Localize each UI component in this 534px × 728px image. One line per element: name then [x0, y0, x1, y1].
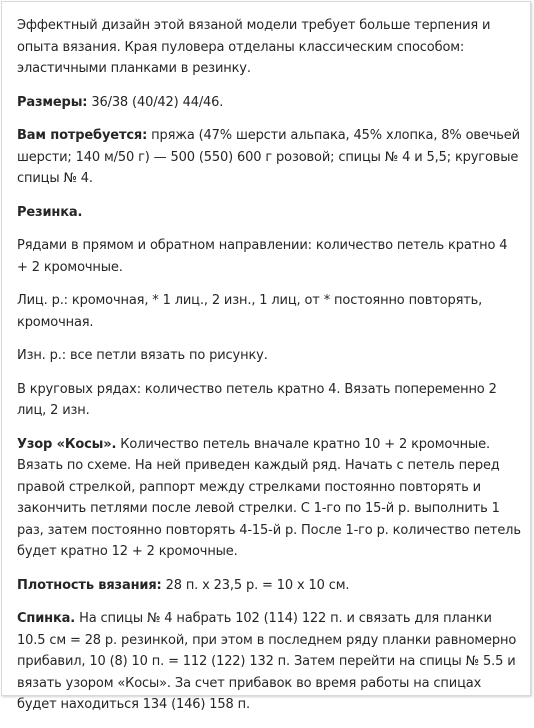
cables-value: Количество петель вначале кратно 10 + 2 кромочные. Вязать по схеме. На ней приведен каждый ряд. Начать с петель перед правой стрелкой, раппорт между стрелками постоянно повторять и закончить петлями после левой стрелки. С 1-го по 15-й р. выполнить 1 раз, затем постоянно повторять 4-15-й р. После 1-го р. количество петель будет кратно 12 + 2 кромочные. [17, 436, 521, 559]
gauge-paragraph [17, 575, 522, 597]
materials-label: Вам потребуется: [17, 128, 148, 143]
materials-value: пряжа (47% шерсти альпака, 45% хлопка, 8% овечьей шерсти; 140 м/50 г) — 500 (550) 600 г розовой; спицы № 4 и 5,5; круговые спицы № 4. [17, 128, 520, 186]
sizes-value: 36/38 (40/42) 44/46. [87, 94, 224, 110]
back-paragraph [17, 608, 522, 716]
intro-paragraph: Эффектный дизайн этой вязаной модели требует больше терпения и опыта вязания. Края пуловера отделаны классическим способом: эластичными планками в резинку. [17, 18, 491, 76]
rib-wrong-side-paragraph: Изн. р.: все петли вязать по рисунку. [17, 348, 268, 363]
article-frame [1, 1, 531, 712]
cables-paragraph [17, 434, 522, 563]
sizes-label: Размеры: [17, 94, 88, 110]
cables-label: Узор «Косы». [17, 436, 117, 452]
materials-paragraph [17, 125, 522, 190]
rib-rows-paragraph: Рядами в прямом и обратном направлении: количество петель кратно 4 + 2 кромочные. [17, 238, 508, 275]
gauge-label: Плотность вязания: [17, 577, 162, 593]
sizes-paragraph [17, 92, 522, 114]
back-label: Спинка. [17, 611, 76, 626]
rib-heading-text: Резинка. [17, 204, 83, 220]
gauge-value: 28 п. х 23,5 р. = 10 х 10 см. [161, 577, 350, 593]
rib-round-paragraph: В круговых рядах: количество петель кратно 4. Вязать попеременно 2 лиц, 2 изн. [17, 381, 497, 418]
rib-right-side-paragraph: Лиц. р.: кромочная, * 1 лиц., 2 изн., 1 лиц, от * постоянно повторять, кромочная. [17, 293, 483, 330]
rib-heading [17, 202, 522, 224]
article-body [17, 15, 522, 728]
back-value: На спицы № 4 набрать 102 (114) 122 п. и связать для планки 10.5 см = 28 р. резинкой, при этом в последнем ряду планки равномерно прибавил, 10 (8) 10 п. = 112 (122) 132 п. Затем перейти на спицы № 5.5 и вязать узором «Косы». За счет прибавок во время работы на спицах будет находиться 134 (146) 158 п. [17, 611, 517, 712]
